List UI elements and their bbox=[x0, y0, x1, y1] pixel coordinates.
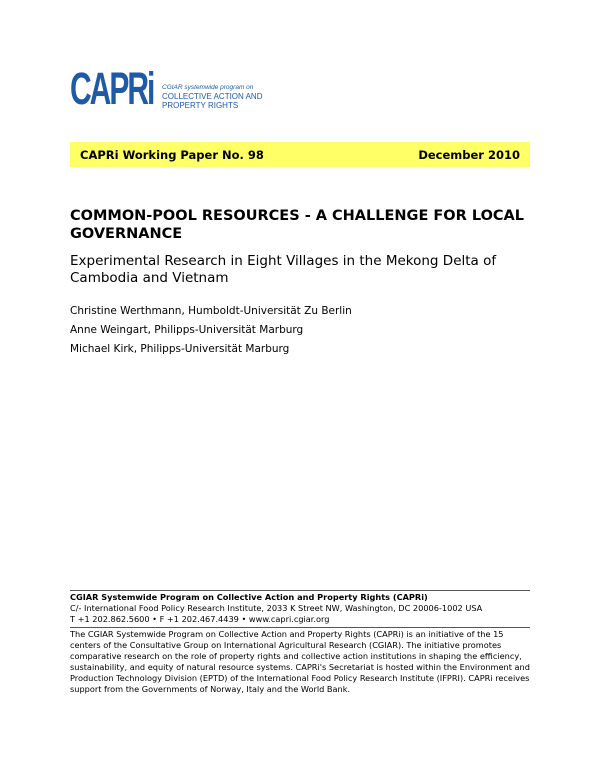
series-band bbox=[70, 142, 530, 167]
logo-line-1: CGIAR systemwide program on bbox=[162, 84, 254, 91]
author: Anne Weingart, Philipps-Universität Marburg bbox=[70, 324, 304, 336]
logo-mark: CAPRi bbox=[70, 65, 154, 115]
series-label: CAPRi Working Paper No. 98 bbox=[80, 147, 264, 162]
footer-contact: T +1 202.862.5600 • F +1 202.467.4439 • www.capri.cgiar.org bbox=[70, 614, 330, 624]
logo-text bbox=[162, 83, 262, 110]
author: Michael Kirk, Philipps-Universität Marburg bbox=[70, 343, 290, 355]
logo-line-2: COLLECTIVE ACTION AND bbox=[162, 92, 263, 101]
author: Christine Werthmann, Humboldt-Universität Zu Berlin bbox=[70, 305, 352, 317]
paper-subtitle: Experimental Research in Eight Villages in the Mekong Delta of Cambodia and Vietnam bbox=[70, 253, 497, 286]
capri-logo bbox=[70, 65, 270, 116]
date-label: December 2010 bbox=[418, 147, 520, 162]
author-list bbox=[70, 305, 540, 356]
footer-address: C/- International Food Policy Research Institute, 2033 K Street NW, Washington, DC 20006-1002 USA bbox=[70, 603, 483, 613]
footer-body: The CGIAR Systemwide Program on Collective Action and Property Rights (CAPRi) is an initiative of the 15 centers of the Consultative Group on International Agricultural Research (CGIAR). The initiative promotes comparative research on the role of property rights and collective action institutions in shaping the efficiency, sustainability, and equity of natural resource systems. CAPRi's Secretariat is hosted within the Environment and Production Technology Division (EPTD) of the International Food Policy Research Institute (IFPRI). CAPRi receives support from the Governments of Norway, Italy and the World Bank. bbox=[70, 629, 530, 694]
title-block bbox=[70, 207, 540, 362]
footer-heading: CGIAR Systemwide Program on Collective Action and Property Rights (CAPRi) bbox=[70, 592, 428, 602]
paper-title: COMMON-POOL RESOURCES - A CHALLENGE FOR LOCAL GOVERNANCE bbox=[70, 208, 524, 242]
footer bbox=[70, 590, 530, 695]
logo-line-3: PROPERTY RIGHTS bbox=[162, 101, 239, 110]
